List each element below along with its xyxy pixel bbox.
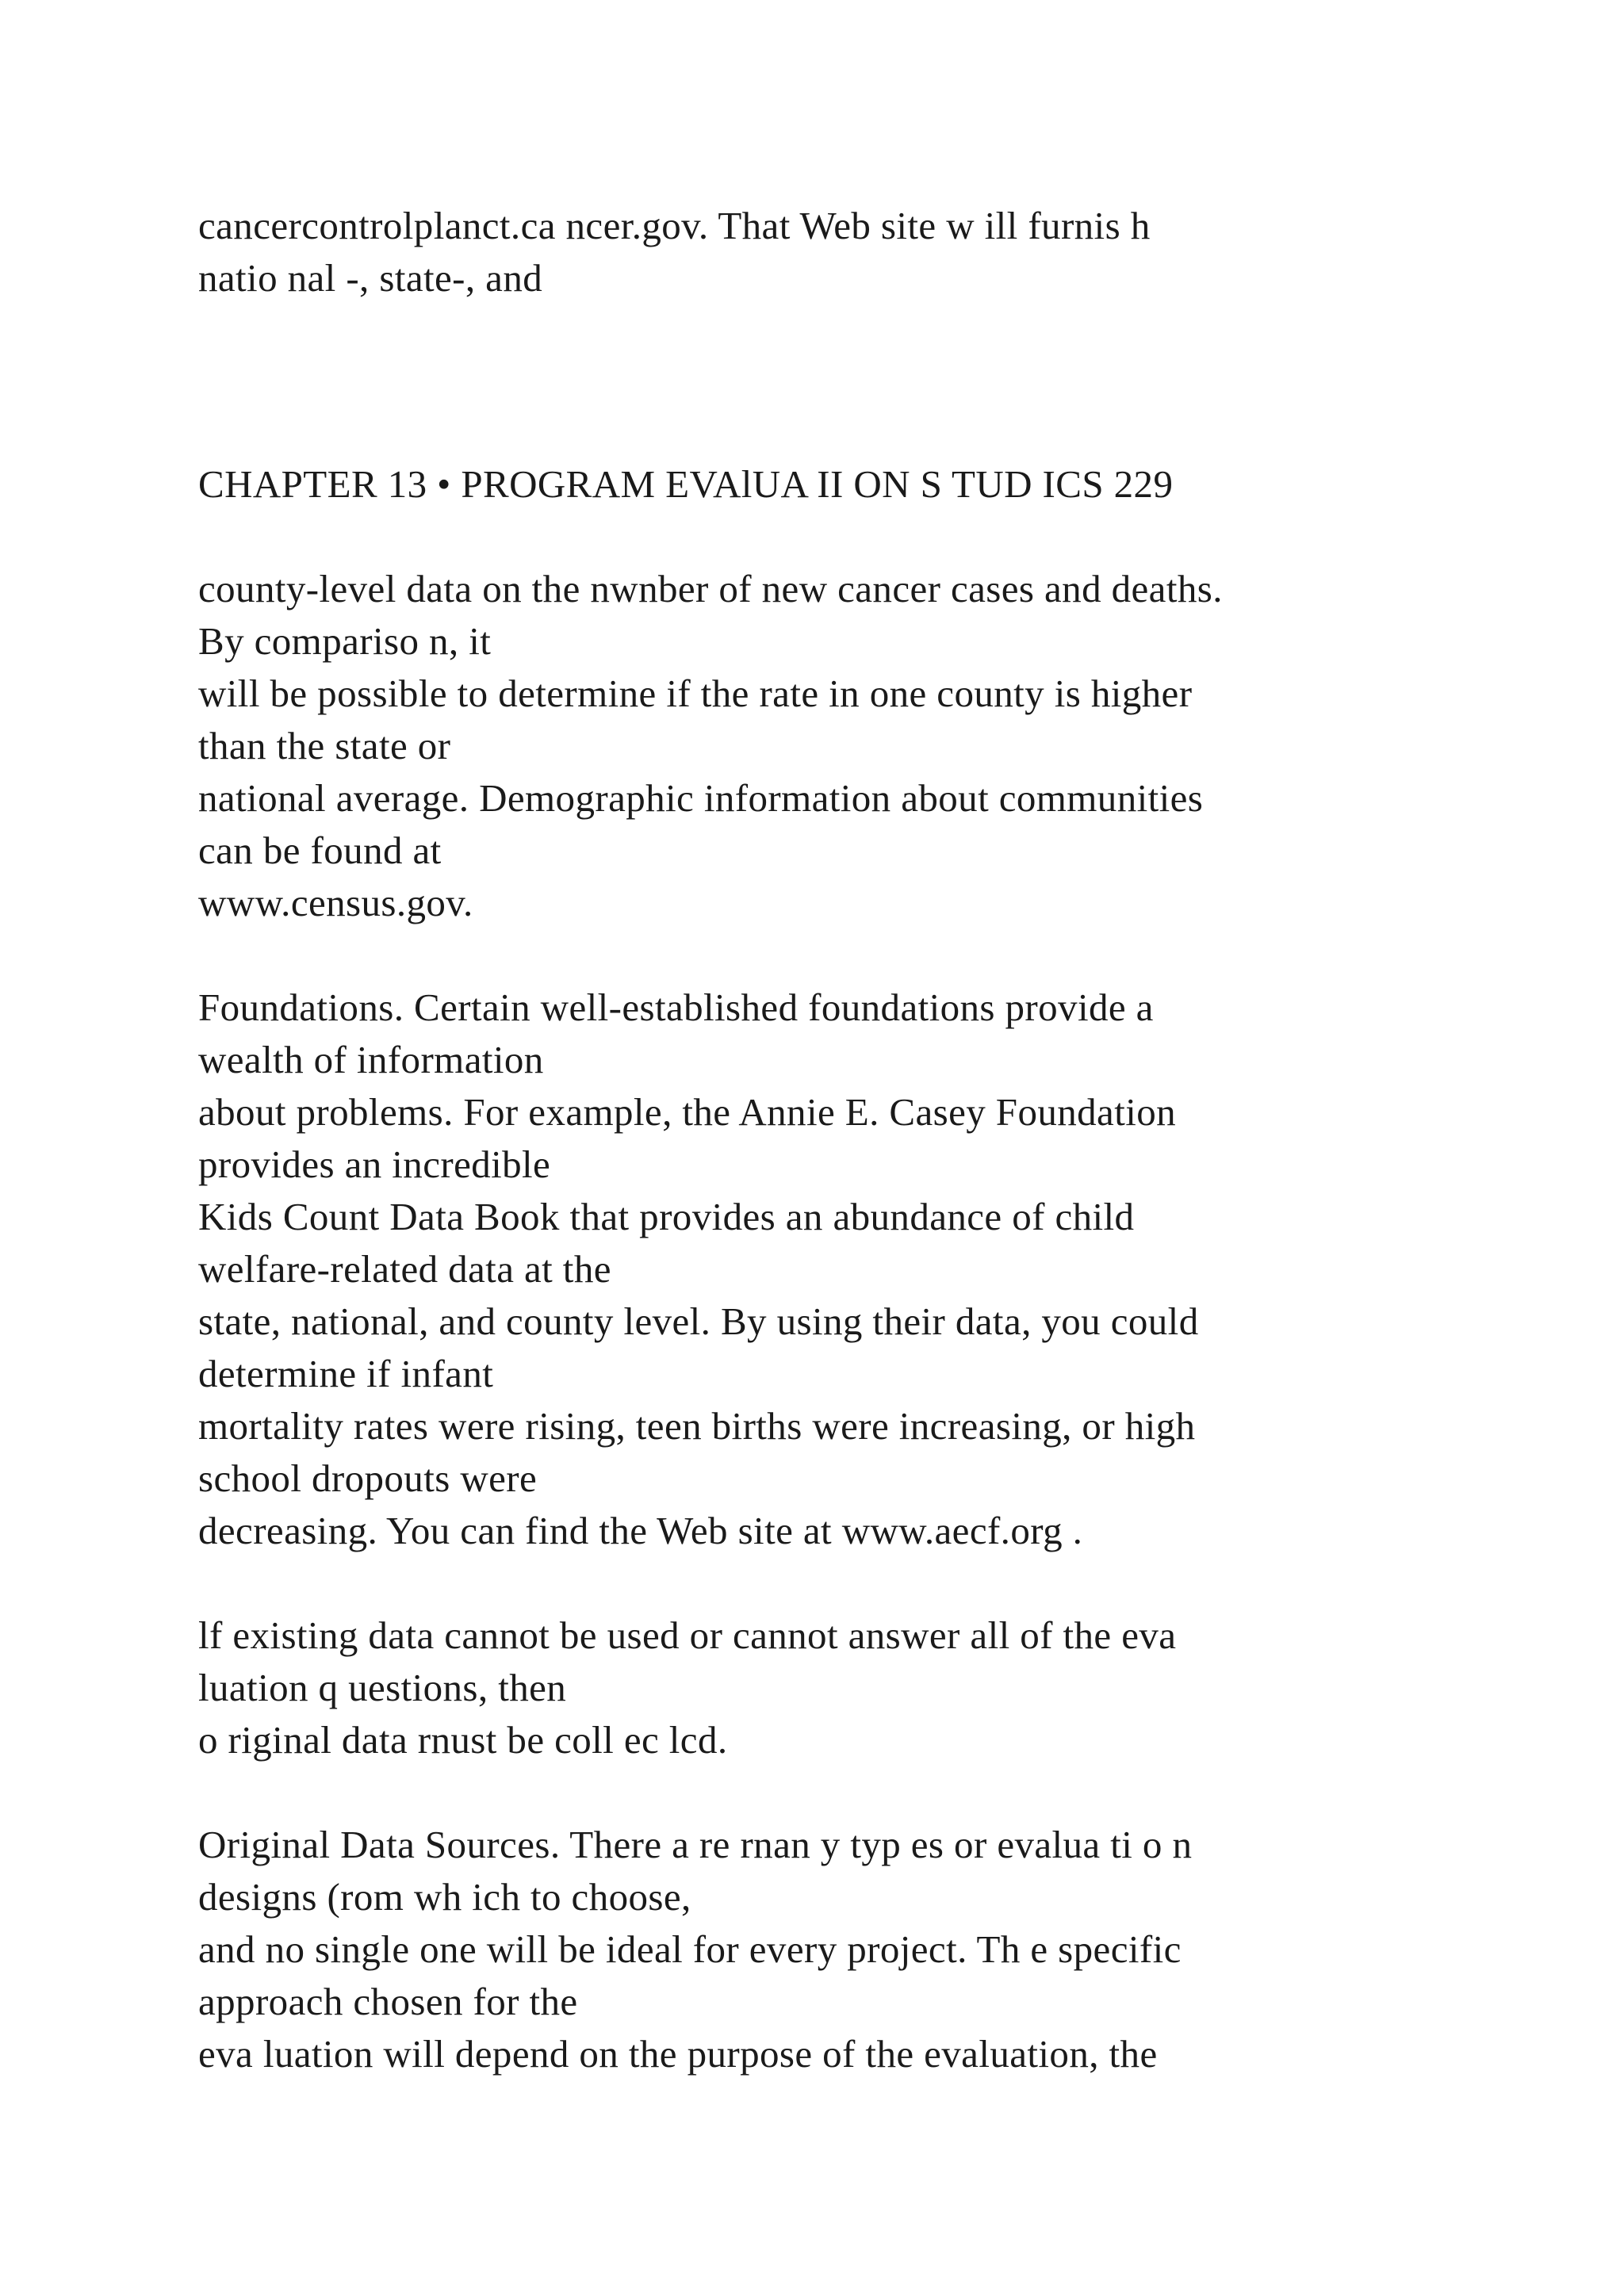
text-line: state, national, and county level. By using their data, you could [198, 1299, 1199, 1343]
text-line: about problems. For example, the Annie E. Casey Foundation [198, 1090, 1177, 1134]
text-line: cancercontrolplanct.ca ncer.gov. That Web site w ill furnis h [198, 204, 1151, 247]
text-line: provides an incredible [198, 1142, 551, 1186]
text-line: By compariso n, it [198, 619, 492, 663]
text-line: will be possible to determine if the rate in one county is higher [198, 672, 1193, 715]
text-line: county-level data on the nwnber of new cancer cases and deaths. [198, 567, 1223, 610]
text-line: national average. Demographic information about communities [198, 776, 1204, 820]
chapter-header: CHAPTER 13 • PROGRAM EVAlUA II ON S TUD ICS 229 [198, 462, 1174, 506]
text-line: than the state or [198, 724, 451, 767]
text-line: and no single one will be ideal for every project. Th e specific [198, 1927, 1182, 1971]
text-line: www.census.gov. [198, 881, 473, 924]
text-line: luation q uestions, then [198, 1666, 567, 1709]
text-line: decreasing. You can find the Web site at www.aecf.org . [198, 1509, 1083, 1552]
text-line: wealth of information [198, 1038, 544, 1081]
text-line: can be found at [198, 828, 442, 872]
text-line: eva luation will depend on the purpose of the evaluation, the [198, 2032, 1158, 2076]
text-line: mortality rates were rising, teen births were increasing, or high [198, 1404, 1196, 1448]
text-line: o riginal data rnust be coll ec lcd. [198, 1718, 728, 1762]
text-line: natio nal -, state-, and [198, 256, 543, 300]
text-line: welfare-related data at the [198, 1247, 611, 1291]
text-line: lf existing data cannot be used or cannot answer all of the eva [198, 1613, 1177, 1657]
text-line: Kids Count Data Book that provides an abundance of child [198, 1195, 1135, 1238]
text-line: Foundations. Certain well-established foundations provide a [198, 985, 1154, 1029]
text-line: school dropouts were [198, 1456, 538, 1500]
text-line: Original Data Sources. There a re rnan y typ es or evalua ti o n [198, 1823, 1193, 1866]
text-line: designs (rom wh ich to choose, [198, 1875, 691, 1919]
text-line: determine if infant [198, 1352, 494, 1395]
text-line: approach chosen for the [198, 1980, 578, 2023]
